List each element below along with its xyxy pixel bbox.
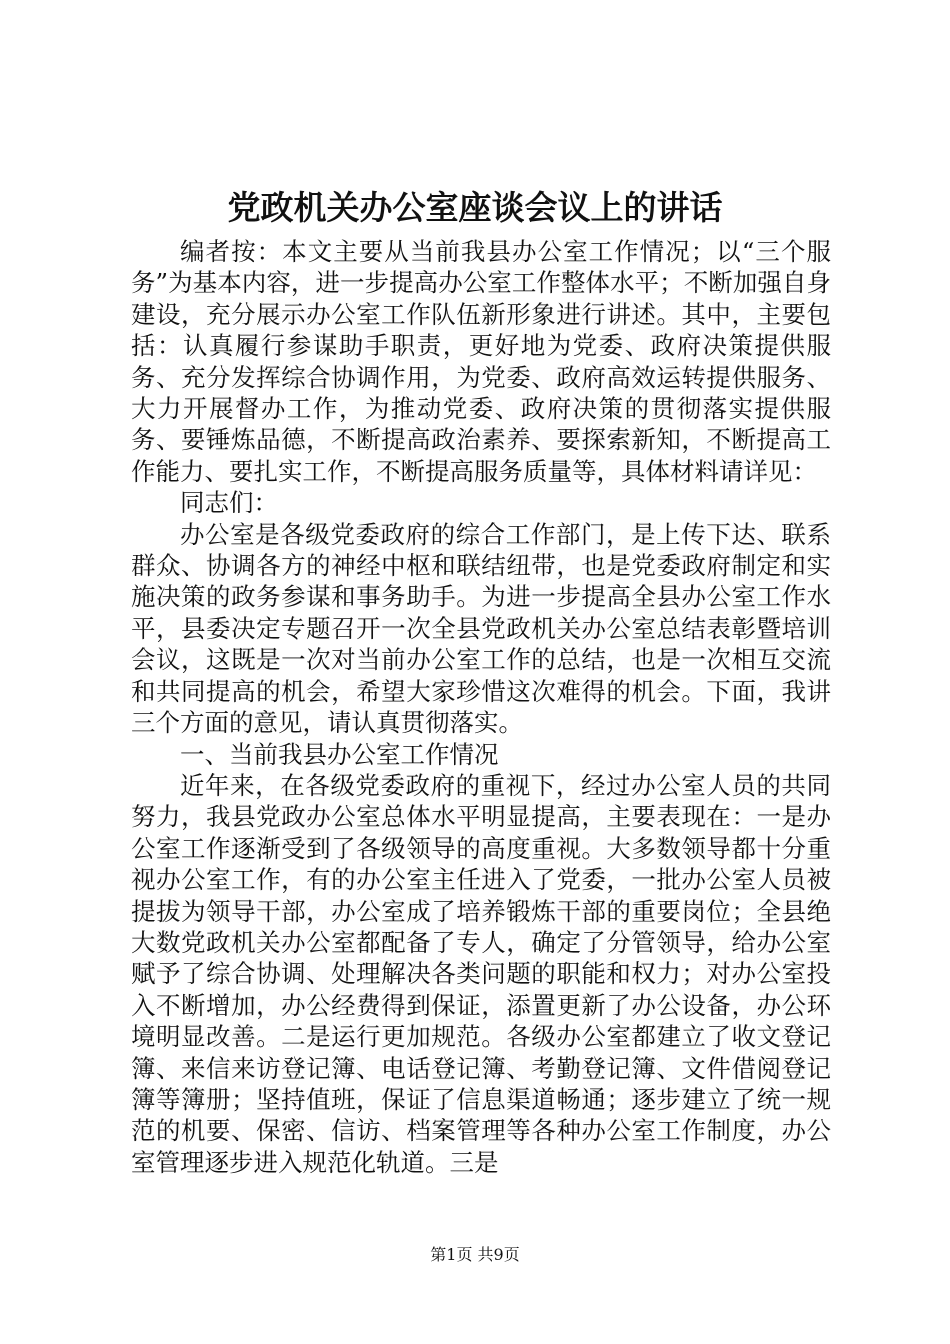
- paragraph-section-1: 近年来，在各级党委政府的重视下，经过办公室人员的共同努力，我县党政办公室总体水平明显提高，主要表现在：一是办公室工作逐渐受到了各级领导的高度重视。大多数领导都十分重视办公室工作，有的办公室主任进入了党委，一批办公室人员被提拔为领导干部，办公室成了培养锻炼干部的重要岗位；全县绝大数党政机关办公室都配备了专人，确定了分管领导，给办公室赋予了综合协调、处理解决各类问题的职能和权力；对办公室投入不断增加，办公经费得到保证，添置更新了办公设备，办公环境明显改善。二是运行更加规范。各级办公室都建立了收文登记簿、来信来访登记簿、电话登记簿、考勤登记簿、文件借阅登记簿等簿册；坚持值班，保证了信息渠道畅通；逐步建立了统一规范的机要、保密、信访、档案管理等各种办公室工作制度，办公室管理逐步进入规范化轨道。三是: [131, 770, 831, 1177]
- page-footer: 第1页 共9页: [430, 1245, 520, 1264]
- section-heading: 一、当前我县办公室工作情况: [180, 739, 499, 769]
- paragraph-intro: 办公室是各级党委政府的综合工作部门，是上传下达、联系群众、协调各方的神经中枢和联结纽带，也是党委政府制定和实施决策的政务参谋和事务助手。为进一步提高全县办公室工作水平，县委决定专题召开一次全县党政机关办公室总结表彰暨培训会议，这既是一次对当前办公室工作的总结，也是一次相互交流和共同提高的机会，希望大家珍惜这次难得的机会。下面，我讲三个方面的意见，请认真贯彻落实。: [131, 519, 831, 738]
- paragraph-salutation: 同志们：: [180, 488, 278, 518]
- page-title: 党政机关办公室座谈会议上的讲话: [227, 188, 723, 227]
- document-body: [131, 236, 831, 1178]
- paragraph-editor-note: 编者按：本文主要从当前我县办公室工作情况；以“三个服务”为基本内容，进一步提高办公室工作整体水平；不断加强自身建设，充分展示办公室工作队伍新形象进行讲述。其中，主要包括：认真履行参谋助手职责，更好地为党委、政府决策提供服务、充分发挥综合协调作用，为党委、政府高效运转提供服务、大力开展督办工作，为推动党委、政府决策的贯彻落实提供服务、要锤炼品德，不断提高政治素养、要探索新知，不断提高工作能力、要扎实工作，不断提高服务质量等，具体材料请详见：: [131, 237, 831, 486]
